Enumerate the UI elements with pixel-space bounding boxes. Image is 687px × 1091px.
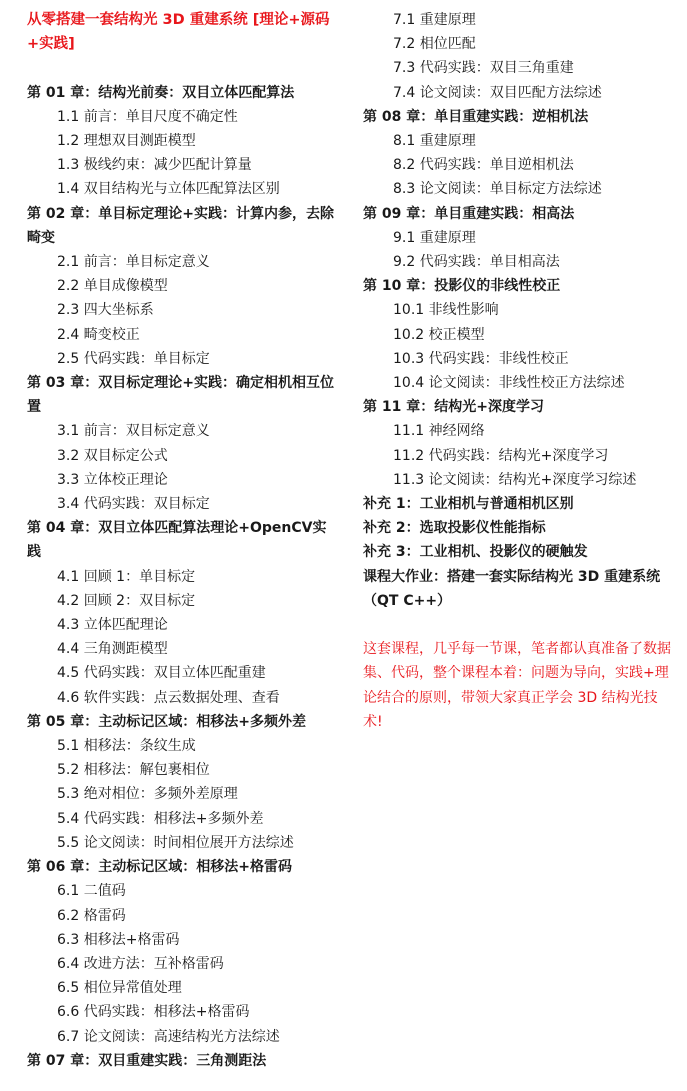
section-item: 3.1 前言：双目标定意义 bbox=[57, 423, 210, 440]
section-item: 5.1 相移法：条纹生成 bbox=[57, 738, 196, 755]
section-item: 9.2 代码实践：单目相高法 bbox=[393, 254, 560, 271]
section-item: 8.1 重建原理 bbox=[393, 133, 476, 150]
section-item: 2.4 畸变校正 bbox=[57, 326, 140, 343]
section-item: 4.5 代码实践：双目立体匹配重建 bbox=[57, 665, 266, 682]
section-item: 5.4 代码实践：相移法+多频外差 bbox=[57, 810, 264, 827]
section-item: 8.3 论文阅读：单目标定方法综述 bbox=[393, 181, 602, 198]
spacer bbox=[363, 613, 675, 637]
section-item: 4.2 回顾 2：双目标定 bbox=[57, 592, 196, 609]
section-item: 10.4 论文阅读：非线性校正方法综述 bbox=[393, 375, 625, 392]
section-item: 10.1 非线性影响 bbox=[393, 302, 499, 319]
spacer bbox=[27, 56, 347, 80]
chapter-heading: 第 03 章：双目标定理论+实践：确定相机相互位置 bbox=[27, 375, 334, 416]
section-item: 1.3 极线约束：减少匹配计算量 bbox=[57, 157, 252, 174]
section-item: 6.1 二值码 bbox=[57, 883, 126, 900]
section-item: 6.2 格雷码 bbox=[57, 907, 126, 924]
section-item: 4.6 软件实践：点云数据处理、查看 bbox=[57, 689, 280, 706]
section-item: 7.4 论文阅读：双目匹配方法综述 bbox=[393, 84, 602, 101]
section-item: 6.5 相位异常值处理 bbox=[57, 980, 182, 997]
chapter-heading: 第 05 章：主动标记区域：相移法+多频外差 bbox=[27, 713, 306, 730]
chapter-heading: 第 11 章：结构光+深度学习 bbox=[363, 399, 544, 416]
section-item: 5.3 绝对相位：多频外差原理 bbox=[57, 786, 238, 803]
chapter-heading: 第 09 章：单目重建实践：相高法 bbox=[363, 205, 575, 222]
section-item: 10.2 校正模型 bbox=[393, 326, 485, 343]
section-item: 5.5 论文阅读：时间相位展开方法综述 bbox=[57, 834, 294, 851]
supplement-item: 补充 2：选取投影仪性能指标 bbox=[363, 520, 546, 537]
chapter-heading: 第 01 章：结构光前奏：双目立体匹配算法 bbox=[27, 84, 295, 101]
section-item: 2.5 代码实践：单目标定 bbox=[57, 350, 210, 367]
section-item: 2.1 前言：单目标定意义 bbox=[57, 254, 210, 271]
section-item: 2.3 四大坐标系 bbox=[57, 302, 154, 319]
chapter-heading: 第 02 章：单目标定理论+实践：计算内参，去除畸变 bbox=[27, 205, 334, 246]
section-item: 4.3 立体匹配理论 bbox=[57, 617, 168, 634]
chapter-heading: 第 07 章：双目重建实践：三角测距法 bbox=[27, 1052, 267, 1069]
section-item: 2.2 单目成像模型 bbox=[57, 278, 168, 295]
course-note: 这套课程，几乎每一节课，笔者都认真准备了数据集、代码，整个课程本着：问题为导向，实践+理论结合的原则，带领大家真正学会 3D 结构光技术! bbox=[363, 641, 671, 730]
chapter-heading: 第 06 章：主动标记区域：相移法+格雷码 bbox=[27, 859, 292, 876]
section-item: 11.3 论文阅读：结构光+深度学习综述 bbox=[393, 471, 637, 488]
section-item: 9.1 重建原理 bbox=[393, 229, 476, 246]
chapter-heading: 第 10 章：投影仪的非线性校正 bbox=[363, 278, 561, 295]
section-item: 6.4 改进方法：互补格雷码 bbox=[57, 955, 224, 972]
section-item: 6.3 相移法+格雷码 bbox=[57, 931, 180, 948]
section-item: 1.4 双目结构光与立体匹配算法区别 bbox=[57, 181, 280, 198]
section-item: 7.2 相位匹配 bbox=[393, 36, 476, 53]
section-item: 3.4 代码实践：双目标定 bbox=[57, 496, 210, 513]
section-item: 11.1 神经网络 bbox=[393, 423, 485, 440]
supplement-item: 补充 3：工业相机、投影仪的硬触发 bbox=[363, 544, 588, 561]
section-item: 5.2 相移法：解包裹相位 bbox=[57, 762, 210, 779]
section-item: 3.3 立体校正理论 bbox=[57, 471, 168, 488]
section-item: 4.4 三角测距模型 bbox=[57, 641, 168, 658]
section-item: 7.1 重建原理 bbox=[393, 12, 476, 28]
chapter-heading: 第 08 章：单目重建实践：逆相机法 bbox=[363, 108, 589, 125]
section-item: 1.1 前言：单目尺度不确定性 bbox=[57, 108, 238, 125]
section-item: 6.7 论文阅读：高速结构光方法综述 bbox=[57, 1028, 280, 1045]
section-item: 3.2 双目标定公式 bbox=[57, 447, 168, 464]
section-item: 7.3 代码实践：双目三角重建 bbox=[393, 60, 574, 77]
page-title: 从零搭建一套结构光 3D 重建系统 [理论+源码+实践] bbox=[27, 12, 330, 53]
section-item: 4.1 回顾 1：单目标定 bbox=[57, 568, 196, 585]
section-item: 6.6 代码实践：相移法+格雷码 bbox=[57, 1004, 250, 1021]
left-column bbox=[27, 8, 347, 1073]
section-item: 8.2 代码实践：单目逆相机法 bbox=[393, 157, 574, 174]
section-item: 11.2 代码实践：结构光+深度学习 bbox=[393, 447, 609, 464]
right-column bbox=[363, 8, 675, 734]
course-project-item: 课程大作业：搭建一套实际结构光 3D 重建系统（QT C++） bbox=[363, 568, 661, 609]
supplement-item: 补充 1：工业相机与普通相机区别 bbox=[363, 496, 574, 513]
section-item: 1.2 理想双目测距模型 bbox=[57, 133, 196, 149]
section-item: 10.3 代码实践：非线性校正 bbox=[393, 350, 569, 367]
chapter-heading: 第 04 章：双目立体匹配算法理论+OpenCV实践 bbox=[27, 520, 327, 561]
